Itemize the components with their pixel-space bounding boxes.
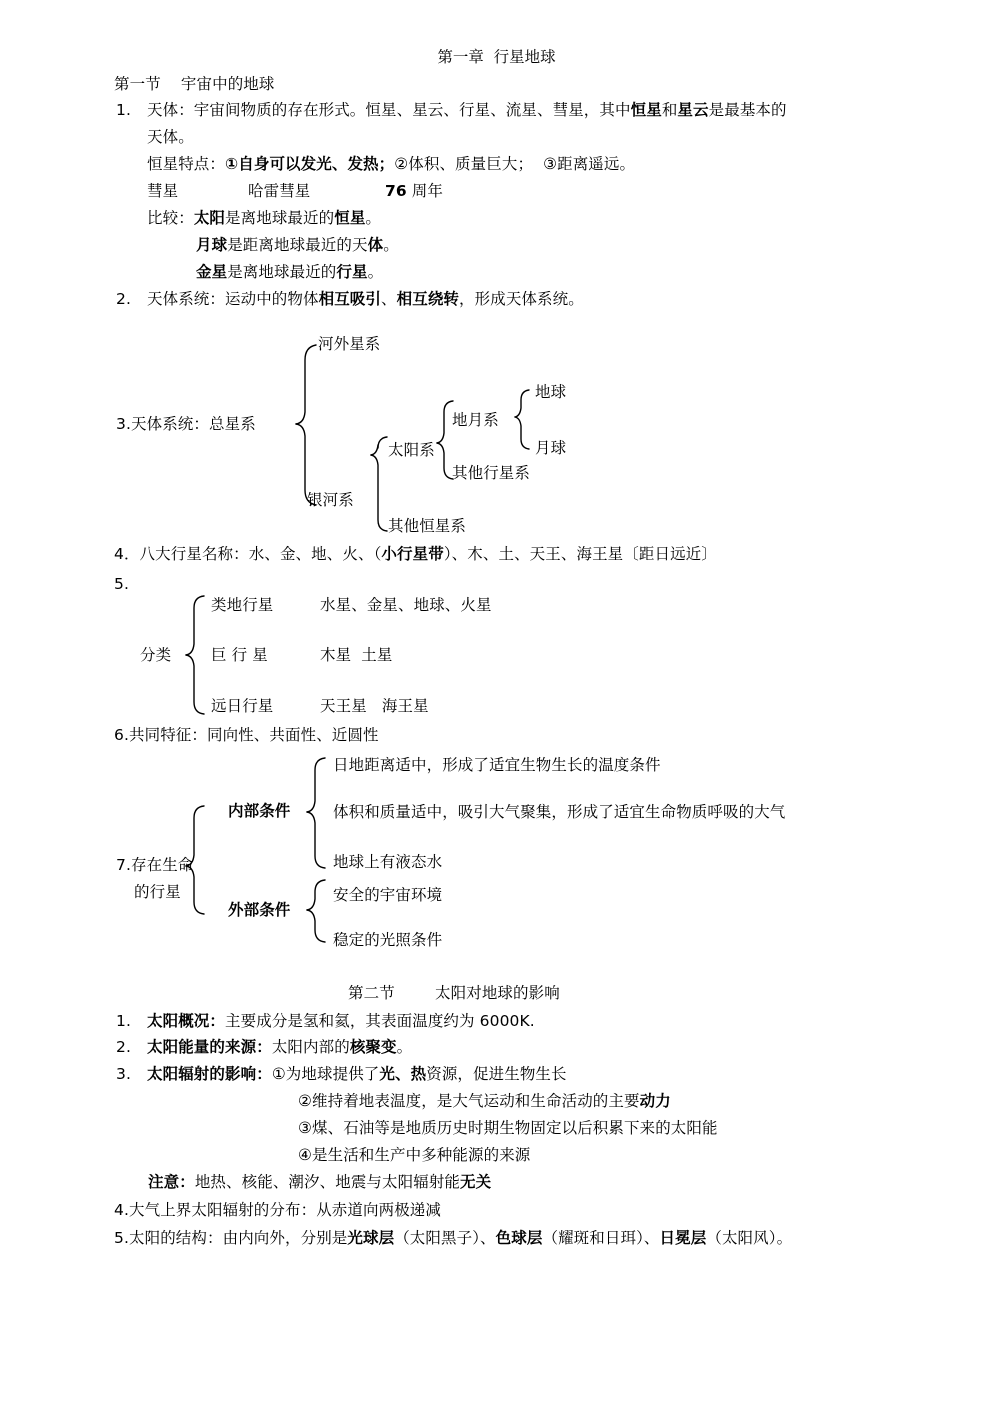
item1-line3-bold: ①自身可以发光、发热； <box>225 155 395 173</box>
item1-period-value: 76 <box>385 182 407 200</box>
tree-node-extragalactic: 河外星系 <box>318 335 381 353</box>
brace-internal-conditions <box>307 758 325 868</box>
item1-line3 <box>147 157 635 173</box>
s2-item5-chromosphere: 色球层 <box>495 1229 543 1247</box>
brace-earth-moon-system <box>515 390 529 449</box>
compare-moon-a: 是距离地球最近的天 <box>227 236 368 254</box>
item6-text: 6.共同特征：同向性、共面性、近圆性 <box>114 726 379 744</box>
s2-note <box>148 1175 491 1191</box>
s2-item5-a: 5.太阳的结构：由内向外，分别是 <box>114 1229 348 1247</box>
item7-external-label: 外部条件 <box>228 901 291 919</box>
item4-b: ）、木、土、天王、海王星〔距日远近〕 <box>443 545 717 563</box>
s2-item5-c: （耀斑和日珥）、 <box>542 1229 660 1247</box>
compare-planet: 行星 <box>336 263 368 281</box>
item2-text <box>147 292 584 308</box>
tree-root-label: 3.天体系统：总星系 <box>116 415 256 433</box>
s2-item3-sub3: ③煤、石油等是地质历史时期生物固定以后积累下来的太阳能 <box>298 1119 718 1137</box>
brace-planet-classification <box>186 596 204 714</box>
s2-item5-text <box>114 1231 792 1247</box>
item1-halley-label: 哈雷彗星 <box>248 182 311 200</box>
item5-root-label: 分类 <box>140 646 172 664</box>
brace-external-conditions <box>307 880 325 942</box>
s2-item3-sub2-bold: 动力 <box>639 1092 671 1110</box>
s2-item2-number: 2. <box>116 1038 131 1056</box>
compare-star: 恒星 <box>334 209 366 227</box>
item5-row2-members: 天王星 海王星 <box>320 697 429 715</box>
s2-item3-number: 3. <box>116 1065 131 1083</box>
item2-a: 天体系统：运动中的物体 <box>147 290 319 308</box>
item4-text <box>114 547 717 563</box>
item2-c: ，形成天体系统。 <box>459 290 584 308</box>
brace-solar-system <box>437 401 453 479</box>
s2-item5-corona: 日冕层 <box>659 1229 707 1247</box>
item1-number: 1. <box>116 101 131 119</box>
s2-item2-bold: 核聚变 <box>349 1038 397 1056</box>
item7-root-line1: 7.存在生命 <box>116 856 194 874</box>
s2-item2-label: 太阳能量的来源： <box>147 1038 272 1056</box>
tree-leaf-moon: 月球 <box>535 439 567 457</box>
s2-note-label: 注意： <box>148 1173 195 1191</box>
s2-item2-text <box>147 1040 412 1056</box>
item2-bold1: 相互吸引 <box>318 290 382 308</box>
s2-item2-b: 。 <box>396 1038 413 1056</box>
item4-asteroid-belt: 小行星带 <box>381 545 444 563</box>
item1-line3-label: 恒星特点： <box>147 155 226 173</box>
s2-item3-sub4: ④是生活和生产中多种能源的来源 <box>298 1146 531 1164</box>
item1-line1-b: 和 <box>661 101 678 119</box>
item5-row0-members: 水星、金星、地球、火星 <box>320 596 492 614</box>
s2-note-bold: 无关 <box>460 1173 492 1191</box>
item1-period <box>385 184 443 200</box>
compare-venus-period: 。 <box>367 263 384 281</box>
item5-row2-type: 远日行星 <box>211 697 274 715</box>
item1-line1-bold2: 星云 <box>677 101 709 119</box>
s2-item1-label: 太阳概况： <box>147 1012 226 1030</box>
s2-item1-text <box>147 1014 535 1030</box>
tree-node-other-planet-systems: 其他行星系 <box>452 464 531 482</box>
tree-leaf-earth: 地球 <box>535 383 567 401</box>
compare-period: 。 <box>365 209 382 227</box>
s2-item3-sub2 <box>298 1094 671 1110</box>
item7-internal-item-1: 体积和质量适中，吸引大气聚集，形成了适宜生命物质呼吸的大气 <box>333 803 786 821</box>
item1-line1 <box>147 103 787 119</box>
s2-item5-photosphere: 光球层 <box>347 1229 395 1247</box>
s2-item3-label-text: 太阳辐射的影响： <box>147 1065 272 1083</box>
tree-node-other-star-systems: 其他恒星系 <box>388 517 467 535</box>
s2-item3-sub1-bold: 光、热 <box>379 1065 427 1083</box>
item1-line2: 天体。 <box>147 128 194 146</box>
compare-venus-a: 是离地球最近的 <box>227 263 337 281</box>
item7-root-line2: 的行星 <box>134 883 181 901</box>
section1-title: 第一节 宇宙中的地球 <box>114 75 275 93</box>
item4-a: 4．八大行星名称：水、金、地、火、（ <box>114 545 382 563</box>
tree-node-milkyway: 银河系 <box>307 491 354 509</box>
item7-internal-item-2: 地球上有液态水 <box>333 853 443 871</box>
item1-compare-line3 <box>196 265 383 281</box>
s2-item3-sub2-a: ②维持着地表温度，是大气运动和生命活动的主要 <box>298 1092 640 1110</box>
item1-line1-a: 天体：宇宙间物质的存在形式。恒星、星云、行星、流星、彗星，其中 <box>147 101 631 119</box>
compare-a: 是离地球最近的 <box>225 209 335 227</box>
item5-row1-members: 木星 土星 <box>320 646 393 664</box>
brace-milky-way <box>371 437 387 531</box>
section2-title: 第二节 太阳对地球的影响 <box>348 984 560 1002</box>
s2-item3-sub1-a: ①为地球提供了 <box>271 1065 380 1083</box>
chapter-title: 第一章 行星地球 <box>437 48 556 66</box>
s2-item3-sub1-b: 资源，促进生物生长 <box>426 1065 567 1083</box>
s2-item1-number: 1. <box>116 1012 131 1030</box>
s2-item2-a: 太阳内部的 <box>271 1038 350 1056</box>
item7-external-item-1: 稳定的光照条件 <box>333 931 443 949</box>
compare-label: 比较： <box>147 209 194 227</box>
brace-total-galaxy-system <box>296 345 316 505</box>
item1-line1-c: 是最基本的 <box>708 101 787 119</box>
tree-node-solar-system: 太阳系 <box>388 441 435 459</box>
tree-node-earth-moon-system: 地月系 <box>452 411 499 429</box>
item2-bold2: 相互绕转 <box>396 290 460 308</box>
s2-item4-text: 4.大气上界太阳辐射的分布：从赤道向两极递减 <box>114 1201 441 1219</box>
compare-moon-period: 。 <box>383 236 399 254</box>
compare-venus: 金星 <box>196 263 228 281</box>
item7-internal-item-0: 日地距离适中，形成了适宜生物生长的温度条件 <box>333 756 661 774</box>
item1-line1-bold1: 恒星 <box>630 101 662 119</box>
item1-compare-line2 <box>196 238 399 254</box>
item1-compare-line1 <box>147 211 381 227</box>
item5-number: 5. <box>114 575 129 593</box>
item1-comet-label: 彗星 <box>147 182 179 200</box>
item1-line3-rest: ②体积、质量巨大； ③距离遥远。 <box>394 155 636 173</box>
s2-note-a: 地热、核能、潮汐、地震与太阳辐射能 <box>194 1173 461 1191</box>
item5-row1-type: 巨 行 星 <box>211 646 268 664</box>
s2-item5-b: （太阳黑子）、 <box>394 1229 496 1247</box>
item7-external-item-0: 安全的宇宙环境 <box>333 886 443 904</box>
item7-internal-label: 内部条件 <box>228 802 291 820</box>
item2-b: 、 <box>381 290 397 308</box>
compare-moon: 月球 <box>196 236 228 254</box>
compare-body: 体 <box>367 236 384 254</box>
s2-item3-label <box>147 1067 567 1083</box>
item1-period-unit: 周年 <box>406 182 444 200</box>
compare-sun: 太阳 <box>193 209 226 227</box>
item2-number: 2. <box>116 290 131 308</box>
s2-item1-body: 主要成分是氢和氦，其表面温度约为 6000K. <box>225 1012 535 1030</box>
item5-row0-type: 类地行星 <box>211 596 274 614</box>
s2-item5-d: （太阳风）。 <box>706 1229 793 1247</box>
